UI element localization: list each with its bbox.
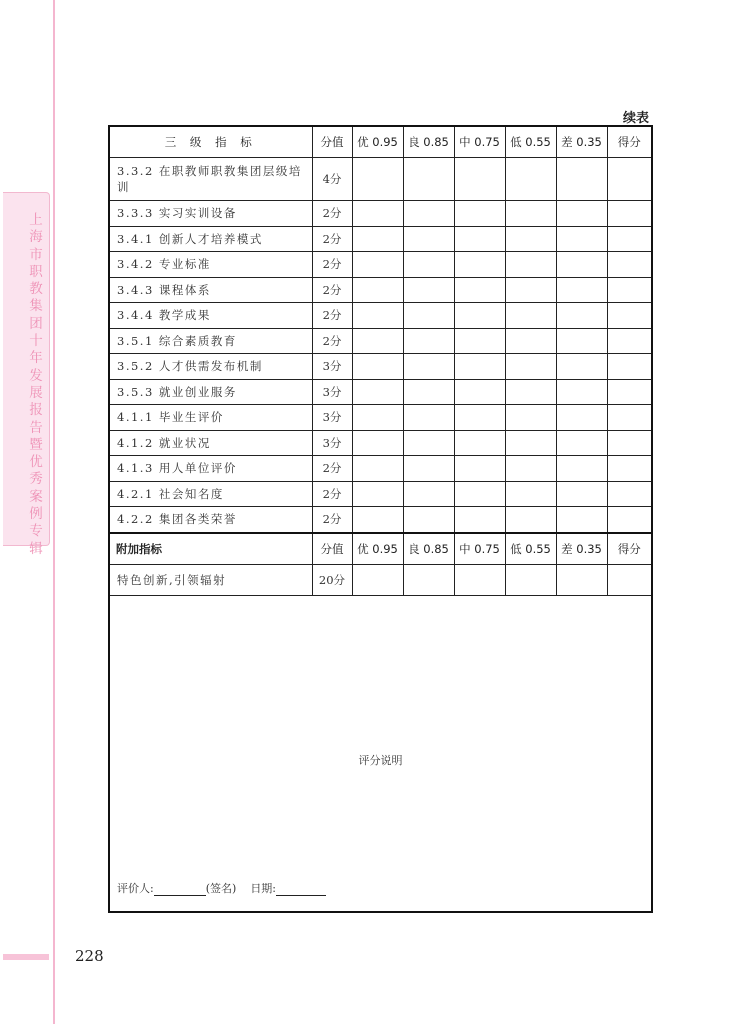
rating-cell[interactable] (352, 405, 403, 431)
rating-cell[interactable] (505, 405, 556, 431)
rating-cell[interactable] (556, 430, 607, 456)
header-medium: 中 0.75 (454, 533, 505, 565)
rating-cell[interactable] (607, 252, 652, 278)
rating-cell[interactable] (403, 507, 454, 533)
rating-cell[interactable] (352, 277, 403, 303)
rating-cell[interactable] (505, 303, 556, 329)
rating-cell[interactable] (556, 456, 607, 482)
rating-cell[interactable] (505, 564, 556, 595)
score-cell: 2分 (312, 201, 352, 227)
rating-cell[interactable] (403, 252, 454, 278)
rating-cell[interactable] (505, 201, 556, 227)
rating-cell[interactable] (403, 226, 454, 252)
rating-cell[interactable] (352, 226, 403, 252)
header-excellent: 优 0.95 (352, 533, 403, 565)
rating-cell[interactable] (607, 201, 652, 227)
indicator-cell: 4.2.1 社会知名度 (109, 481, 312, 507)
rating-cell[interactable] (454, 430, 505, 456)
rating-cell[interactable] (505, 252, 556, 278)
rating-cell[interactable] (403, 430, 454, 456)
rating-cell[interactable] (403, 303, 454, 329)
rating-cell[interactable] (454, 201, 505, 227)
table-body (109, 126, 652, 912)
margin-line (53, 0, 55, 1024)
rating-cell[interactable] (607, 277, 652, 303)
rating-cell[interactable] (607, 507, 652, 533)
rating-cell[interactable] (556, 201, 607, 227)
score-cell: 3分 (312, 405, 352, 431)
rating-cell[interactable] (403, 456, 454, 482)
rating-cell[interactable] (403, 379, 454, 405)
table-row (109, 430, 652, 456)
rating-cell[interactable] (352, 354, 403, 380)
header-indicator: 三 级 指 标 (109, 126, 312, 158)
table-row (109, 507, 652, 533)
rating-cell[interactable] (403, 481, 454, 507)
rating-cell[interactable] (556, 328, 607, 354)
header-score: 分值 (312, 533, 352, 565)
score-cell: 3分 (312, 430, 352, 456)
side-title: 上海市职教集团十年发展报告暨优秀案例专辑 (29, 212, 43, 557)
rating-cell[interactable] (505, 277, 556, 303)
indicator-cell: 3.4.4 教学成果 (109, 303, 312, 329)
rating-cell[interactable] (454, 303, 505, 329)
rating-cell[interactable] (352, 507, 403, 533)
date-blank[interactable] (276, 883, 326, 896)
indicator-cell: 3.4.3 课程体系 (109, 277, 312, 303)
table-row (109, 481, 652, 507)
rating-cell[interactable] (556, 252, 607, 278)
indicator-cell: 4.1.3 用人单位评价 (109, 456, 312, 482)
rating-cell[interactable] (505, 430, 556, 456)
rating-cell[interactable] (403, 564, 454, 595)
rating-cell[interactable] (352, 201, 403, 227)
rating-cell[interactable] (352, 328, 403, 354)
header-result: 得分 (607, 126, 652, 158)
header-good: 良 0.85 (403, 126, 454, 158)
rating-cell[interactable] (607, 564, 652, 595)
table-row (109, 201, 652, 227)
score-cell: 4分 (312, 158, 352, 201)
rating-cell[interactable] (505, 354, 556, 380)
signature-line (117, 880, 326, 896)
indicator-cell: 3.3.2 在职教师职教集团层级培训 (109, 158, 312, 201)
rating-cell[interactable] (556, 354, 607, 380)
rating-cell[interactable] (556, 405, 607, 431)
rating-cell[interactable] (607, 379, 652, 405)
rating-cell[interactable] (607, 354, 652, 380)
rating-cell[interactable] (556, 226, 607, 252)
rating-cell[interactable] (352, 252, 403, 278)
table-row (109, 328, 652, 354)
evaluator-label: 评价人: (117, 881, 154, 895)
score-cell: 2分 (312, 328, 352, 354)
rating-cell[interactable] (454, 354, 505, 380)
rating-cell[interactable] (505, 379, 556, 405)
rating-cell[interactable] (352, 481, 403, 507)
indicator-cell: 3.4.1 创新人才培养模式 (109, 226, 312, 252)
score-cell: 2分 (312, 226, 352, 252)
table-row (109, 158, 652, 201)
indicator-cell: 3.5.1 综合素质教育 (109, 328, 312, 354)
header-low: 低 0.55 (505, 126, 556, 158)
rating-cell[interactable] (607, 430, 652, 456)
rating-cell[interactable] (454, 564, 505, 595)
rating-cell[interactable] (403, 158, 454, 201)
rating-cell[interactable] (352, 564, 403, 595)
rating-cell[interactable] (352, 456, 403, 482)
table-row (109, 564, 652, 595)
page-mark (3, 954, 49, 960)
rating-cell[interactable] (352, 430, 403, 456)
rating-cell[interactable] (403, 354, 454, 380)
rating-cell[interactable] (403, 405, 454, 431)
rating-cell[interactable] (454, 481, 505, 507)
rating-cell[interactable] (454, 277, 505, 303)
rating-cell[interactable] (352, 158, 403, 201)
table-row (109, 303, 652, 329)
rating-cell[interactable] (352, 379, 403, 405)
table-row (109, 277, 652, 303)
header-score: 分值 (312, 126, 352, 158)
rating-cell[interactable] (403, 328, 454, 354)
indicator-cell: 特色创新,引领辐射 (109, 564, 312, 595)
indicator-cell: 4.2.2 集团各类荣誉 (109, 507, 312, 533)
page-number: 228 (75, 947, 104, 965)
date-label: 日期: (250, 881, 277, 895)
header-medium: 中 0.75 (454, 126, 505, 158)
indicator-cell: 3.5.2 人才供需发布机制 (109, 354, 312, 380)
additional-header: 附加指标 (109, 533, 312, 565)
rating-cell[interactable] (505, 226, 556, 252)
table-row (109, 354, 652, 380)
score-cell: 2分 (312, 277, 352, 303)
rating-cell[interactable] (607, 226, 652, 252)
rating-cell[interactable] (505, 456, 556, 482)
table-row (109, 379, 652, 405)
indicator-cell: 3.3.3 实习实训设备 (109, 201, 312, 227)
header-excellent: 优 0.95 (352, 126, 403, 158)
rating-cell[interactable] (352, 303, 403, 329)
header-row (109, 126, 652, 158)
table-row (109, 226, 652, 252)
rating-cell[interactable] (505, 507, 556, 533)
rating-cell[interactable] (607, 303, 652, 329)
score-cell: 2分 (312, 252, 352, 278)
notes-title: 评分说明 (358, 753, 403, 767)
rating-cell[interactable] (556, 277, 607, 303)
score-cell: 3分 (312, 379, 352, 405)
rating-cell[interactable] (454, 328, 505, 354)
score-cell: 20分 (312, 564, 352, 595)
table-row (109, 252, 652, 278)
score-cell: 2分 (312, 507, 352, 533)
rating-cell[interactable] (403, 277, 454, 303)
rating-cell[interactable] (454, 507, 505, 533)
evaluator-blank[interactable] (154, 883, 206, 896)
rating-cell[interactable] (556, 564, 607, 595)
rating-cell[interactable] (454, 456, 505, 482)
indicator-cell: 4.1.2 就业状况 (109, 430, 312, 456)
rating-cell[interactable] (607, 456, 652, 482)
rating-cell[interactable] (454, 158, 505, 201)
indicator-cell: 4.1.1 毕业生评价 (109, 405, 312, 431)
notes-row (109, 595, 652, 912)
rating-cell[interactable] (556, 303, 607, 329)
notes-cell (109, 595, 652, 912)
score-cell: 2分 (312, 456, 352, 482)
header-good: 良 0.85 (403, 533, 454, 565)
sign-label: (签名) (205, 881, 237, 895)
rating-cell[interactable] (556, 158, 607, 201)
rating-cell[interactable] (607, 405, 652, 431)
table-row (109, 456, 652, 482)
rating-cell[interactable] (505, 158, 556, 201)
score-cell: 2分 (312, 481, 352, 507)
additional-header-row (109, 533, 652, 565)
rating-cell[interactable] (556, 379, 607, 405)
header-result: 得分 (607, 533, 652, 565)
indicator-cell: 3.5.3 就业创业服务 (109, 379, 312, 405)
rating-cell[interactable] (505, 328, 556, 354)
header-poor: 差 0.35 (556, 126, 607, 158)
rating-cell[interactable] (454, 405, 505, 431)
evaluation-table (108, 125, 653, 913)
rating-cell[interactable] (556, 507, 607, 533)
rating-cell[interactable] (607, 481, 652, 507)
rating-cell[interactable] (607, 158, 652, 201)
rating-cell[interactable] (403, 201, 454, 227)
rating-cell[interactable] (454, 226, 505, 252)
score-cell: 3分 (312, 354, 352, 380)
header-poor: 差 0.35 (556, 533, 607, 565)
indicator-cell: 3.4.2 专业标准 (109, 252, 312, 278)
header-low: 低 0.55 (505, 533, 556, 565)
rating-cell[interactable] (454, 252, 505, 278)
rating-cell[interactable] (505, 481, 556, 507)
table-row (109, 405, 652, 431)
rating-cell[interactable] (607, 328, 652, 354)
continued-label: 续表 (622, 111, 649, 126)
rating-cell[interactable] (454, 379, 505, 405)
score-cell: 2分 (312, 303, 352, 329)
rating-cell[interactable] (556, 481, 607, 507)
